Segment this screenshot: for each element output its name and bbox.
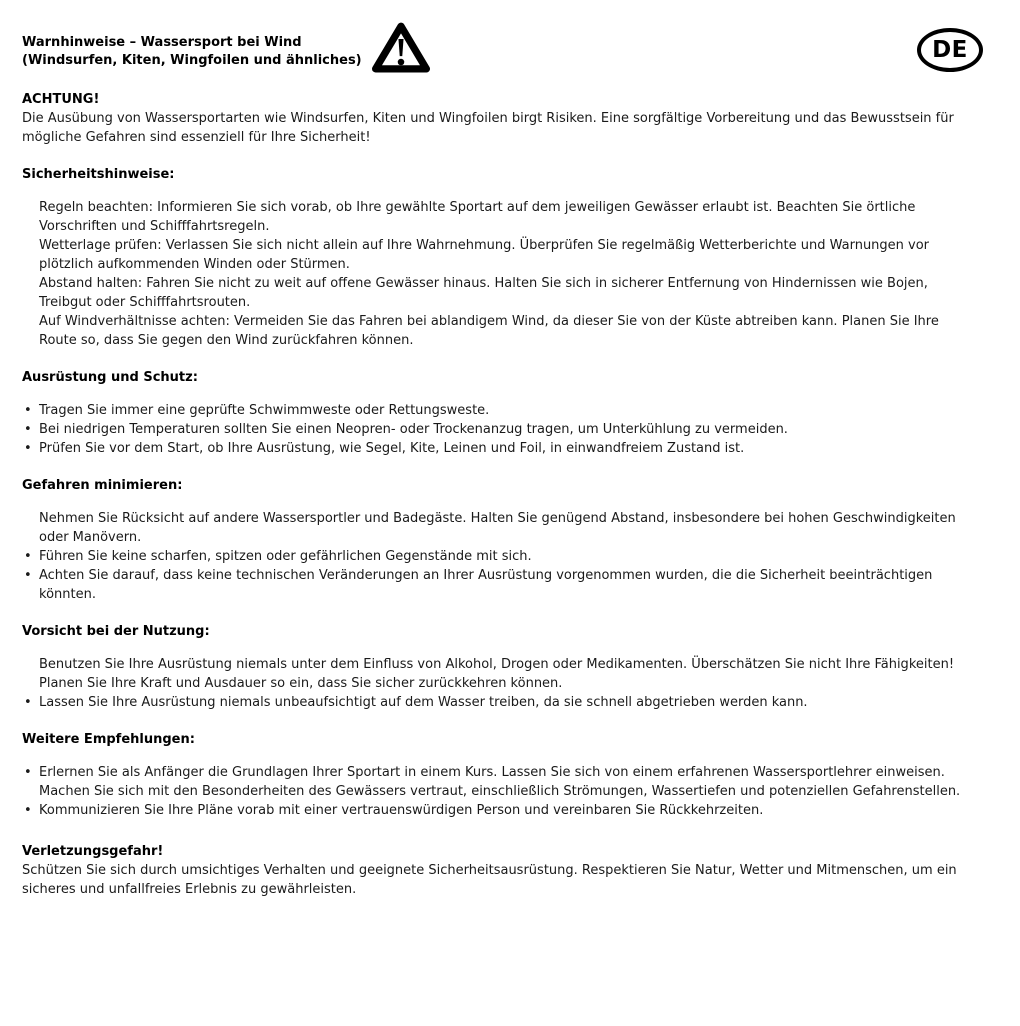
section-heading: Weitere Empfehlungen: [22, 732, 195, 747]
list-item-text: Führen Sie keine scharfen, spitzen oder gefährlichen Gegenstände mit sich. [39, 549, 532, 564]
list-item-text: Machen Sie sich mit den Besonderheiten des Gewässers vertraut, einschließlich Strömungen, Wassertiefen und potenziellen Gefahrenstellen. [39, 784, 961, 799]
section-items [22, 763, 975, 820]
warning-triangle-icon [372, 20, 430, 76]
list-item [22, 566, 975, 604]
bullet-icon [24, 198, 39, 236]
list-item [22, 401, 975, 420]
bullet-icon [24, 547, 39, 566]
list-item [22, 547, 975, 566]
paragraph: Schützen Sie sich durch umsichtiges Verhalten und geeignete Sicherheitsausrüstung. Respektieren Sie Natur, Wetter und Mitmenschen, um ein sicheres und unfallfreies Erlebnis zu gewährleisten. [22, 863, 957, 897]
list-item [22, 312, 975, 350]
list-item [22, 782, 975, 801]
document-title [22, 20, 362, 70]
document-header [22, 20, 975, 76]
list-item-text: Auf Windverhältnisse achten: Vermeiden Sie das Fahren bei ablandigem Wind, da dieser Sie von der Küste abtreiben kann. Planen Sie Ihre Route so, dass Sie gegen den Wind zurückfahren können. [39, 314, 939, 348]
section-verletzungsgefahr [22, 842, 975, 899]
bullet-icon [24, 236, 39, 274]
list-item-text: Abstand halten: Fahren Sie nicht zu weit auf offene Gewässer hinaus. Halten Sie sich in sicherer Entfernung von Hindernissen wie Bojen, Treibgut oder Schifffahrtsrouten. [39, 276, 928, 310]
bullet-icon [24, 420, 39, 439]
paragraph: Die Ausübung von Wassersportarten wie Windsurfen, Kiten und Wingfoilen birgt Risiken. Eine sorgfältige Vorbereitung und das Bewusstsein für mögliche Gefahren sind essenziell für Ihre Sicherheit! [22, 111, 954, 145]
list-item-text: Tragen Sie immer eine geprüfte Schwimmweste oder Rettungsweste. [39, 403, 490, 418]
bullet-icon [24, 401, 39, 420]
section-achtung [22, 90, 975, 147]
list-item-text: Regeln beachten: Informieren Sie sich vorab, ob Ihre gewählte Sportart auf dem jeweiligen Gewässer erlaubt ist. Beachten Sie örtliche Vorschriften und Schifffahrtsregeln. [39, 200, 916, 234]
list-item-text: Erlernen Sie als Anfänger die Grundlagen Ihrer Sportart in einem Kurs. Lassen Sie sich von einem erfahrenen Wassersportlehrer einweisen. [39, 765, 945, 780]
language-badge-label: DE [932, 36, 968, 63]
section-heading: ACHTUNG! [22, 92, 100, 107]
language-badge [917, 28, 983, 72]
list-item-text: Lassen Sie Ihre Ausrüstung niemals unbeaufsichtigt auf dem Wasser treiben, da sie schnell abgetrieben werden kann. [39, 695, 808, 710]
bullet-icon [24, 801, 39, 820]
bullet-icon [24, 782, 39, 801]
section-heading: Vorsicht bei der Nutzung: [22, 624, 210, 639]
list-item [22, 439, 975, 458]
list-item [22, 236, 975, 274]
document-title-line2: (Windsurfen, Kiten, Wingfoilen und ähnliches) [22, 53, 362, 68]
section-heading: Gefahren minimieren: [22, 478, 183, 493]
section-heading: Verletzungsgefahr! [22, 844, 164, 859]
list-item [22, 509, 975, 547]
bullet-icon [24, 763, 39, 782]
list-item-text: Bei niedrigen Temperaturen sollten Sie einen Neopren- oder Trockenanzug tragen, um Unterkühlung zu vermeiden. [39, 422, 788, 437]
list-item-text: Nehmen Sie Rücksicht auf andere Wassersportler und Badegäste. Halten Sie genügend Abstand, insbesondere bei hohen Geschwindigkeiten oder Manövern. [39, 511, 956, 545]
bullet-icon [24, 655, 39, 693]
bullet-icon [24, 274, 39, 312]
section-vorsicht-bei-der-nutzung [22, 622, 975, 712]
document-title-line1: Warnhinweise – Wassersport bei Wind [22, 35, 302, 50]
bullet-icon [24, 693, 39, 712]
bullet-icon [24, 439, 39, 458]
list-item-text: Achten Sie darauf, dass keine technischen Veränderungen an Ihrer Ausrüstung vorgenommen wurden, die die Sicherheit beeinträchtigen könnten. [39, 568, 933, 602]
section-items [22, 198, 975, 350]
list-item [22, 801, 975, 820]
bullet-icon [24, 566, 39, 604]
section-items [22, 509, 975, 604]
list-item [22, 763, 975, 782]
list-item [22, 420, 975, 439]
section-items [22, 401, 975, 458]
list-item [22, 693, 975, 712]
section-gefahren-minimieren [22, 476, 975, 604]
bullet-icon [24, 509, 39, 547]
section-ausruestung-und-schutz [22, 368, 975, 458]
list-item-text: Prüfen Sie vor dem Start, ob Ihre Ausrüstung, wie Segel, Kite, Leinen und Foil, in einwandfreiem Zustand ist. [39, 441, 745, 456]
section-items [22, 655, 975, 712]
list-item [22, 198, 975, 236]
section-heading: Ausrüstung und Schutz: [22, 370, 198, 385]
section-sicherheitshinweise [22, 165, 975, 350]
list-item-text: Benutzen Sie Ihre Ausrüstung niemals unter dem Einfluss von Alkohol, Drogen oder Medikamenten. Überschätzen Sie nicht Ihre Fähigkeiten! Planen Sie Ihre Kraft und Ausdauer so ein, dass Sie sicher zurückkehren können. [39, 657, 955, 691]
section-heading: Sicherheitshinweise: [22, 167, 175, 182]
list-item [22, 274, 975, 312]
bullet-icon [24, 312, 39, 350]
list-item-text: Kommunizieren Sie Ihre Pläne vorab mit einer vertrauenswürdigen Person und vereinbaren Sie Rückkehrzeiten. [39, 803, 764, 818]
section-weitere-empfehlungen [22, 730, 975, 820]
list-item-text: Wetterlage prüfen: Verlassen Sie sich nicht allein auf Ihre Wahrnehmung. Überprüfen Sie regelmäßig Wetterberichte und Warnungen vor plötzlich aufkommenden Winden oder Stürmen. [39, 238, 930, 272]
list-item [22, 655, 975, 693]
